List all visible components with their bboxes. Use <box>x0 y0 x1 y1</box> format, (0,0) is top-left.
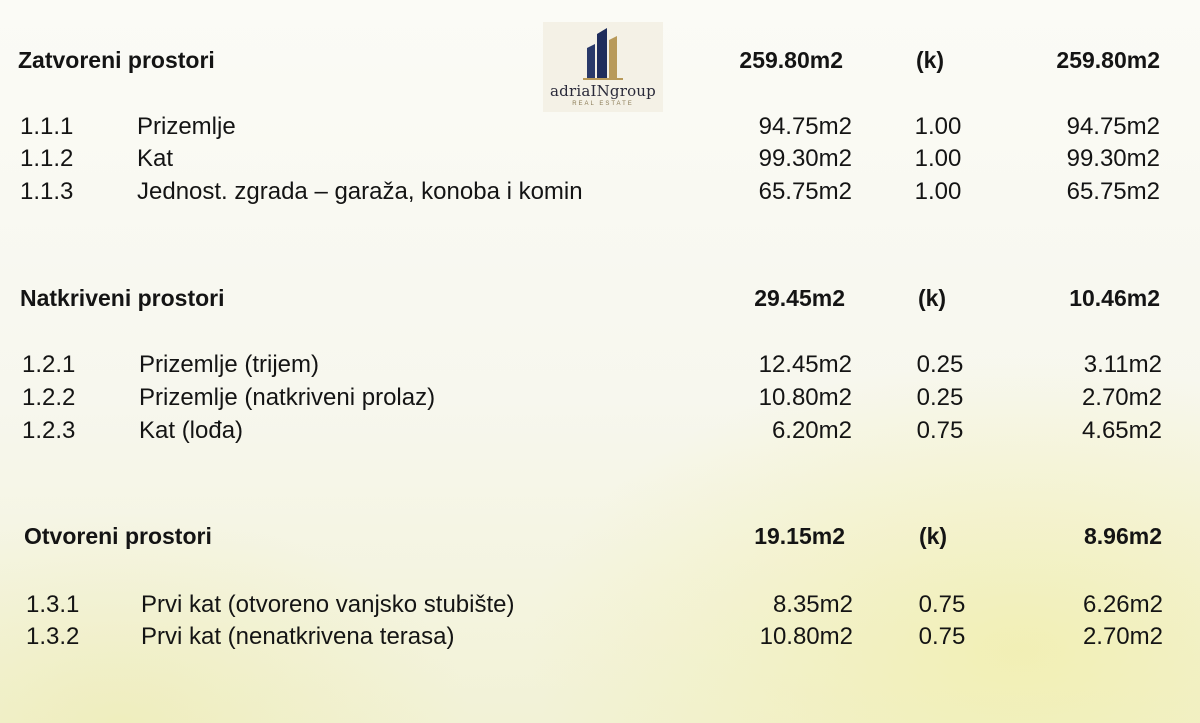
row-label: Kat (lođa) <box>139 417 244 444</box>
section-header-zatvoreni <box>0 45 1200 75</box>
row-label: Jednost. zgrada – garaža, konoba i komin <box>137 178 583 205</box>
section-k-label: (k) <box>915 47 945 73</box>
table-row <box>0 383 1200 413</box>
row-total: 3.11m2 <box>1083 351 1162 378</box>
row-number: 1.1.3 <box>20 178 74 205</box>
row-area: 8.35m2 <box>772 591 853 618</box>
logo-tagline: REAL ESTATE <box>572 101 634 107</box>
row-area: 10.80m2 <box>758 384 852 411</box>
row-total: 6.26m2 <box>1082 591 1163 618</box>
row-total: 99.30m2 <box>1066 145 1160 172</box>
row-number: 1.1.2 <box>20 145 74 172</box>
row-total: 2.70m2 <box>1081 384 1162 411</box>
section-k-label: (k) <box>918 523 948 549</box>
section-total: 8.96m2 <box>1083 523 1162 549</box>
section-title: Zatvoreni prostori <box>18 47 215 73</box>
row-coefficient: 0.25 <box>916 384 964 411</box>
section-area: 29.45m2 <box>754 285 845 311</box>
row-number: 1.2.2 <box>22 384 76 411</box>
section-area: 19.15m2 <box>754 523 845 549</box>
row-total: 2.70m2 <box>1082 623 1163 650</box>
row-area: 6.20m2 <box>771 417 852 444</box>
table-row <box>0 177 1200 207</box>
row-coefficient: 1.00 <box>914 113 962 140</box>
logo-brand-text: adriaINgroup <box>550 82 656 100</box>
row-coefficient: 0.75 <box>916 417 964 444</box>
section-total: 259.80m2 <box>1056 47 1160 73</box>
section-header-otvoreni <box>0 521 1200 551</box>
row-area: 99.30m2 <box>758 145 852 172</box>
row-coefficient: 0.75 <box>918 623 966 650</box>
section-title: Natkriveni prostori <box>20 285 225 311</box>
table-row <box>0 144 1200 174</box>
table-row <box>0 416 1200 446</box>
row-area: 12.45m2 <box>758 351 852 378</box>
row-area: 65.75m2 <box>758 178 852 205</box>
row-number: 1.2.3 <box>22 417 76 444</box>
section-area: 259.80m2 <box>739 47 843 73</box>
row-label: Prizemlje (natkriveni prolaz) <box>139 384 436 411</box>
row-label: Prvi kat (otvoreno vanjsko stubište) <box>141 591 515 618</box>
row-coefficient: 0.25 <box>916 351 964 378</box>
row-coefficient: 0.75 <box>918 591 966 618</box>
row-number: 1.3.2 <box>26 623 80 650</box>
table-row <box>0 622 1200 652</box>
row-number: 1.1.1 <box>20 113 74 140</box>
row-label: Kat <box>137 145 174 172</box>
section-k-label: (k) <box>917 285 947 311</box>
section-title: Otvoreni prostori <box>24 523 212 549</box>
row-total: 4.65m2 <box>1081 417 1162 444</box>
row-label: Prvi kat (nenatkrivena terasa) <box>141 623 455 650</box>
table-row <box>0 590 1200 620</box>
row-label: Prizemlje <box>137 113 236 140</box>
section-header-natkriveni <box>0 283 1200 313</box>
row-total: 94.75m2 <box>1066 113 1160 140</box>
section-total: 10.46m2 <box>1069 285 1160 311</box>
row-label: Prizemlje (trijem) <box>139 351 319 378</box>
row-area: 94.75m2 <box>758 113 852 140</box>
table-row <box>0 350 1200 380</box>
row-total: 65.75m2 <box>1066 178 1160 205</box>
table-row <box>0 112 1200 142</box>
row-coefficient: 1.00 <box>914 178 962 205</box>
row-coefficient: 1.00 <box>914 145 962 172</box>
row-area: 10.80m2 <box>759 623 853 650</box>
row-number: 1.2.1 <box>22 351 76 378</box>
row-number: 1.3.1 <box>26 591 80 618</box>
